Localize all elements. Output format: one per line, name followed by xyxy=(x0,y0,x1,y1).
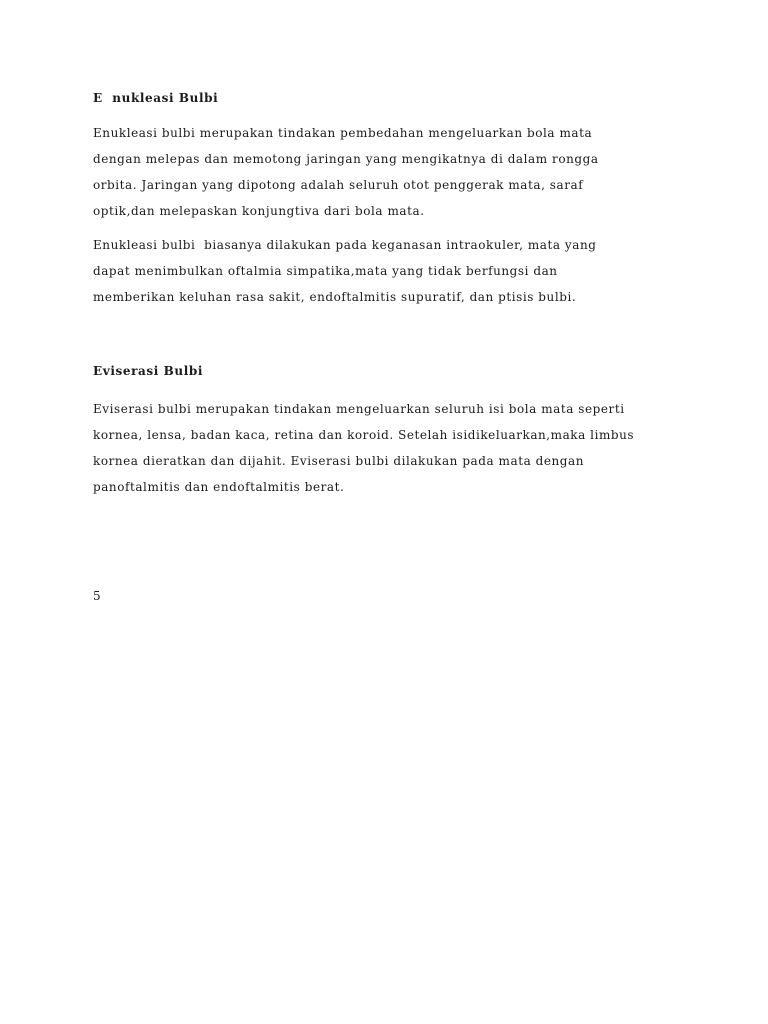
text-line: Enukleasi bulbi biasanya dilakukan pada keganasan intraokuler, mata yang xyxy=(93,238,597,252)
text-line: memberikan keluhan rasa sakit, endoftalmitis supuratif, dan ptisis bulbi. xyxy=(93,290,577,304)
text-line: optik,dan melepaskan konjungtiva dari bola mata. xyxy=(93,204,425,218)
paragraph-eviserasi-definition xyxy=(93,396,693,500)
text-line: dapat menimbulkan oftalmia simpatika,mata yang tidak berfungsi dan xyxy=(93,264,558,278)
text-line: dengan melepas dan memotong jaringan yang mengikatnya di dalam rongga xyxy=(93,152,599,166)
text-line: orbita. Jaringan yang dipotong adalah seluruh otot penggerak mata, saraf xyxy=(93,178,584,192)
page-number: 5 xyxy=(93,589,101,603)
text-line: kornea, lensa, badan kaca, retina dan koroid. Setelah isidikeluarkan,maka limbus xyxy=(93,428,635,442)
section-heading-enukleasi: E nukleasi Bulbi xyxy=(93,91,219,105)
paragraph-enukleasi-definition xyxy=(93,120,693,224)
section-heading-eviserasi: Eviserasi Bulbi xyxy=(93,364,204,378)
text-line: panoftalmitis dan endoftalmitis berat. xyxy=(93,480,345,494)
text-line: Eviserasi bulbi merupakan tindakan mengeluarkan seluruh isi bola mata seperti xyxy=(93,402,625,416)
paragraph-enukleasi-indications xyxy=(93,232,693,310)
text-line: Enukleasi bulbi merupakan tindakan pembedahan mengeluarkan bola mata xyxy=(93,126,593,140)
text-line: kornea dieratkan dan dijahit. Eviserasi bulbi dilakukan pada mata dengan xyxy=(93,454,585,468)
